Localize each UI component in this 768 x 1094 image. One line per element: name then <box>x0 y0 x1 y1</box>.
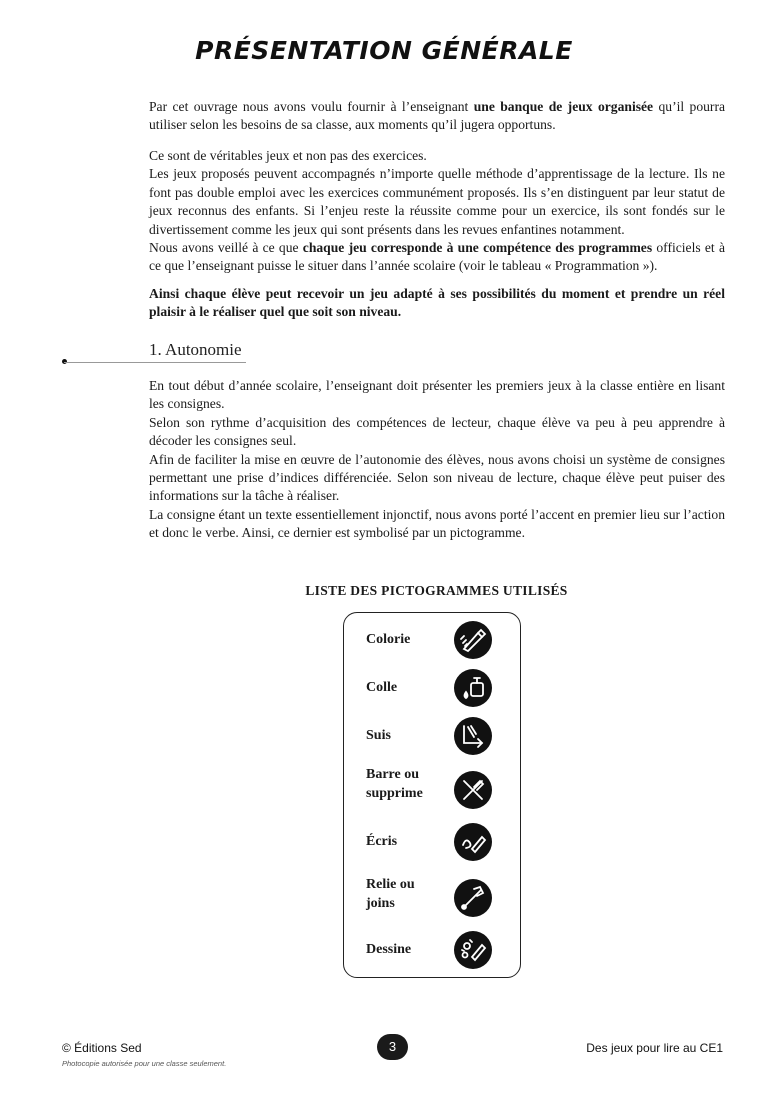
autonomy-paragraph <box>149 377 725 543</box>
games-text: Nous avons veillé à ce que <box>149 240 303 256</box>
pictogram-label: Barre ou supprime <box>366 767 423 801</box>
connect-line-icon <box>454 879 492 917</box>
cross-out-icon <box>454 771 492 809</box>
pictogram-label: Colorie <box>366 632 411 647</box>
glue-icon <box>454 669 492 707</box>
intro-text-end: qu’il pourra utiliser selon les besoins de sa classe, aux moments qu’il jugera opportuns. <box>149 99 725 133</box>
draw-icon <box>454 931 492 969</box>
pictogram-label: Dessine <box>366 942 412 957</box>
pictogram-label: Écris <box>366 834 398 849</box>
games-line-1: Ce sont de véritables jeux et non pas des exercices. <box>149 148 427 163</box>
summary-paragraph: Ainsi chaque élève peut recevoir un jeu adapté à ses possibilités du moment et prendre un réel plaisir à le réaliser quel que soit son niveau. <box>149 286 725 320</box>
page-number: 3 <box>377 1034 408 1060</box>
follow-path-icon <box>454 717 492 755</box>
pictogram-list-title: LISTE DES PICTOGRAMMES UTILISÉS <box>305 583 568 598</box>
footer-copyright: © Éditions Sed <box>62 1041 142 1055</box>
footer-book-title: Des jeux pour lire au CE1 <box>586 1041 723 1055</box>
autonomy-line-2: Selon son rythme d’acquisition des compétences de lecteur, chaque élève va peu à peu apprendre à décoder les consignes seul. <box>149 414 725 449</box>
coloring-crayon-icon <box>454 621 492 659</box>
autonomy-line-1: En tout début d’année scolaire, l’enseignant doit présenter les premiers jeux à la classe entière en lisant les consignes. <box>149 378 725 412</box>
section-heading: 1. Autonomie <box>149 340 242 359</box>
games-emphasis: chaque jeu corresponde à une compétence des programmes <box>302 240 653 256</box>
autonomy-line-4: La consigne étant un texte essentiellement injonctif, nous avons porté l’accent en premier lieu sur l’action et donc le verbe. Ainsi, ce dernier est symbolisé par un pictogramme. <box>149 506 725 541</box>
intro-emphasis: une banque de jeux organisée <box>473 99 654 114</box>
games-text-end: officiels et à ce que l’enseignant puisse le situer dans l’année scolaire (voir le tableau « Programmation »). <box>149 240 725 274</box>
games-line-2: Les jeux proposés peuvent accompagnés n’importe quelle méthode d’apprentissage de la lecture. Ils ne font pas double emploi avec les exercices communément proposés. Ils s’en distinguent par leur statut de jeux reconnus des enfants. Si l’enjeu reste la réussite comme pour un exercice, ils sont fondés sur le divertissement comme les jeux qui sont présents dans les revues enfantines notamment. <box>149 166 725 237</box>
write-pencil-icon <box>454 823 492 861</box>
pictogram-list <box>343 612 521 978</box>
intro-paragraph <box>149 98 725 135</box>
footer-note: Photocopie autorisée pour une classe seulement. <box>62 1059 227 1068</box>
games-paragraph <box>149 147 725 276</box>
intro-text: Par cet ouvrage nous avons voulu fournir à l’enseignant <box>149 99 474 114</box>
pictogram-label: Suis <box>366 728 391 743</box>
page-title: PRÉSENTATION GÉNÉRALE <box>195 36 573 65</box>
pictogram-label: Colle <box>366 680 398 695</box>
section-divider <box>64 362 246 363</box>
autonomy-line-3: Afin de faciliter la mise en œuvre de l’autonomie des élèves, nous avons choisi un système de consignes permettant une prise d’indices différenciée. Selon son niveau de lecture, chaque élève peut puiser des informations sur la tâche à réaliser. <box>149 451 725 504</box>
pictogram-label: Relie ou joins <box>366 877 415 911</box>
